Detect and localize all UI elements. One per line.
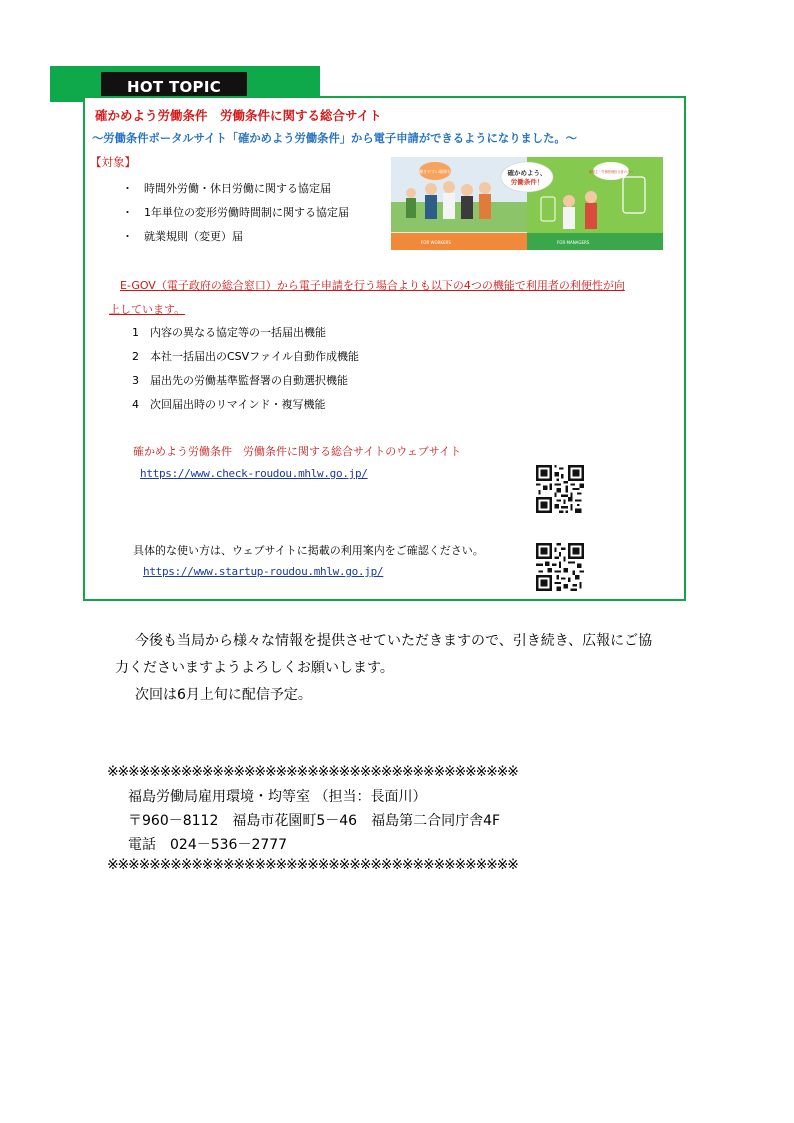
banner-right-bubble-text: 事業主・労務管理担当者の方へ (588, 170, 634, 174)
office-name: 福島労働局雇用環境・均等室 （担当：長面川） (128, 789, 427, 805)
banner-left-tag: FOR WORKERS (421, 240, 451, 245)
check-roudou-link[interactable]: https://www.check-roudou.mhlw.go.jp/ (140, 467, 368, 480)
divider-stars-bottom: ※※※※※※※※※※※※※※※※※※※※※※※※※※※※※※※※※※※※※※※ (107, 857, 518, 873)
notice-line-1: E-GOV（電子政府の総合窓口）から電子申請を行う場合よりも以下の4つの機能で利用者の利便性が向 (120, 279, 625, 292)
target-item: ・ 就業規則（変更）届 (122, 230, 243, 243)
feature-item: 1 内容の異なる協定等の一括届出機能 (132, 326, 326, 339)
topic-title: 確かめよう労働条件 労働条件に関する総合サイト (95, 108, 382, 123)
feature-item: 4 次回届出時のリマインド・複写機能 (132, 398, 326, 411)
banner-center-line1: 確かめよう、 (507, 169, 547, 177)
usage-text: 具体的な使い方は、ウェブサイトに掲載の利用案内をご確認ください。 (133, 544, 484, 557)
banner-center-line2: 労働条件！ (510, 178, 544, 186)
qr-code-icon (536, 543, 584, 591)
target-item: ・ 時間外労働・休日労働に関する協定届 (122, 182, 331, 195)
office-address: 〒960－8112 福島市花園町5－46 福島第二合同庁舎4F (128, 813, 501, 829)
feature-item: 2 本社一括届出のCSVファイル自動作成機能 (132, 350, 359, 363)
startup-roudou-link[interactable]: https://www.startup-roudou.mhlw.go.jp/ (143, 565, 384, 578)
hot-topic-label: HOT TOPIC (126, 78, 222, 96)
qr-code-icon (536, 465, 584, 513)
closing-para-line-1: 今後も当局から様々な情報を提供させていただきますので、引き続き、広報にご協 (135, 633, 653, 649)
divider-stars-top: ※※※※※※※※※※※※※※※※※※※※※※※※※※※※※※※※※※※※※※※ (107, 764, 518, 780)
site-heading: 確かめよう労働条件 労働条件に関する総合サイトのウェブサイト (133, 445, 462, 458)
target-label: 【対象】 (90, 155, 136, 169)
portal-banner-image (391, 157, 663, 250)
office-phone: 電話 024－536－2777 (128, 837, 288, 853)
notice-line-2: 上しています。 (109, 303, 186, 316)
topic-subtitle: ～労働条件ポータルサイト「確かめよう労働条件」から電子申請ができるようになりました。～ (92, 132, 577, 145)
banner-left-bubble-text: 働きやすい職場を (419, 169, 451, 174)
banner-right-tag: FOR MANAGERS (557, 240, 590, 245)
closing-para-line-2: 力くださいますようよろしくお願いします。 (115, 660, 394, 676)
target-item: ・ 1年単位の変形労働時間制に関する協定届 (122, 206, 349, 219)
feature-item: 3 届出先の労働基準監督署の自動選択機能 (132, 374, 348, 387)
next-issue-note: 次回は6月上旬に配信予定。 (135, 687, 312, 703)
